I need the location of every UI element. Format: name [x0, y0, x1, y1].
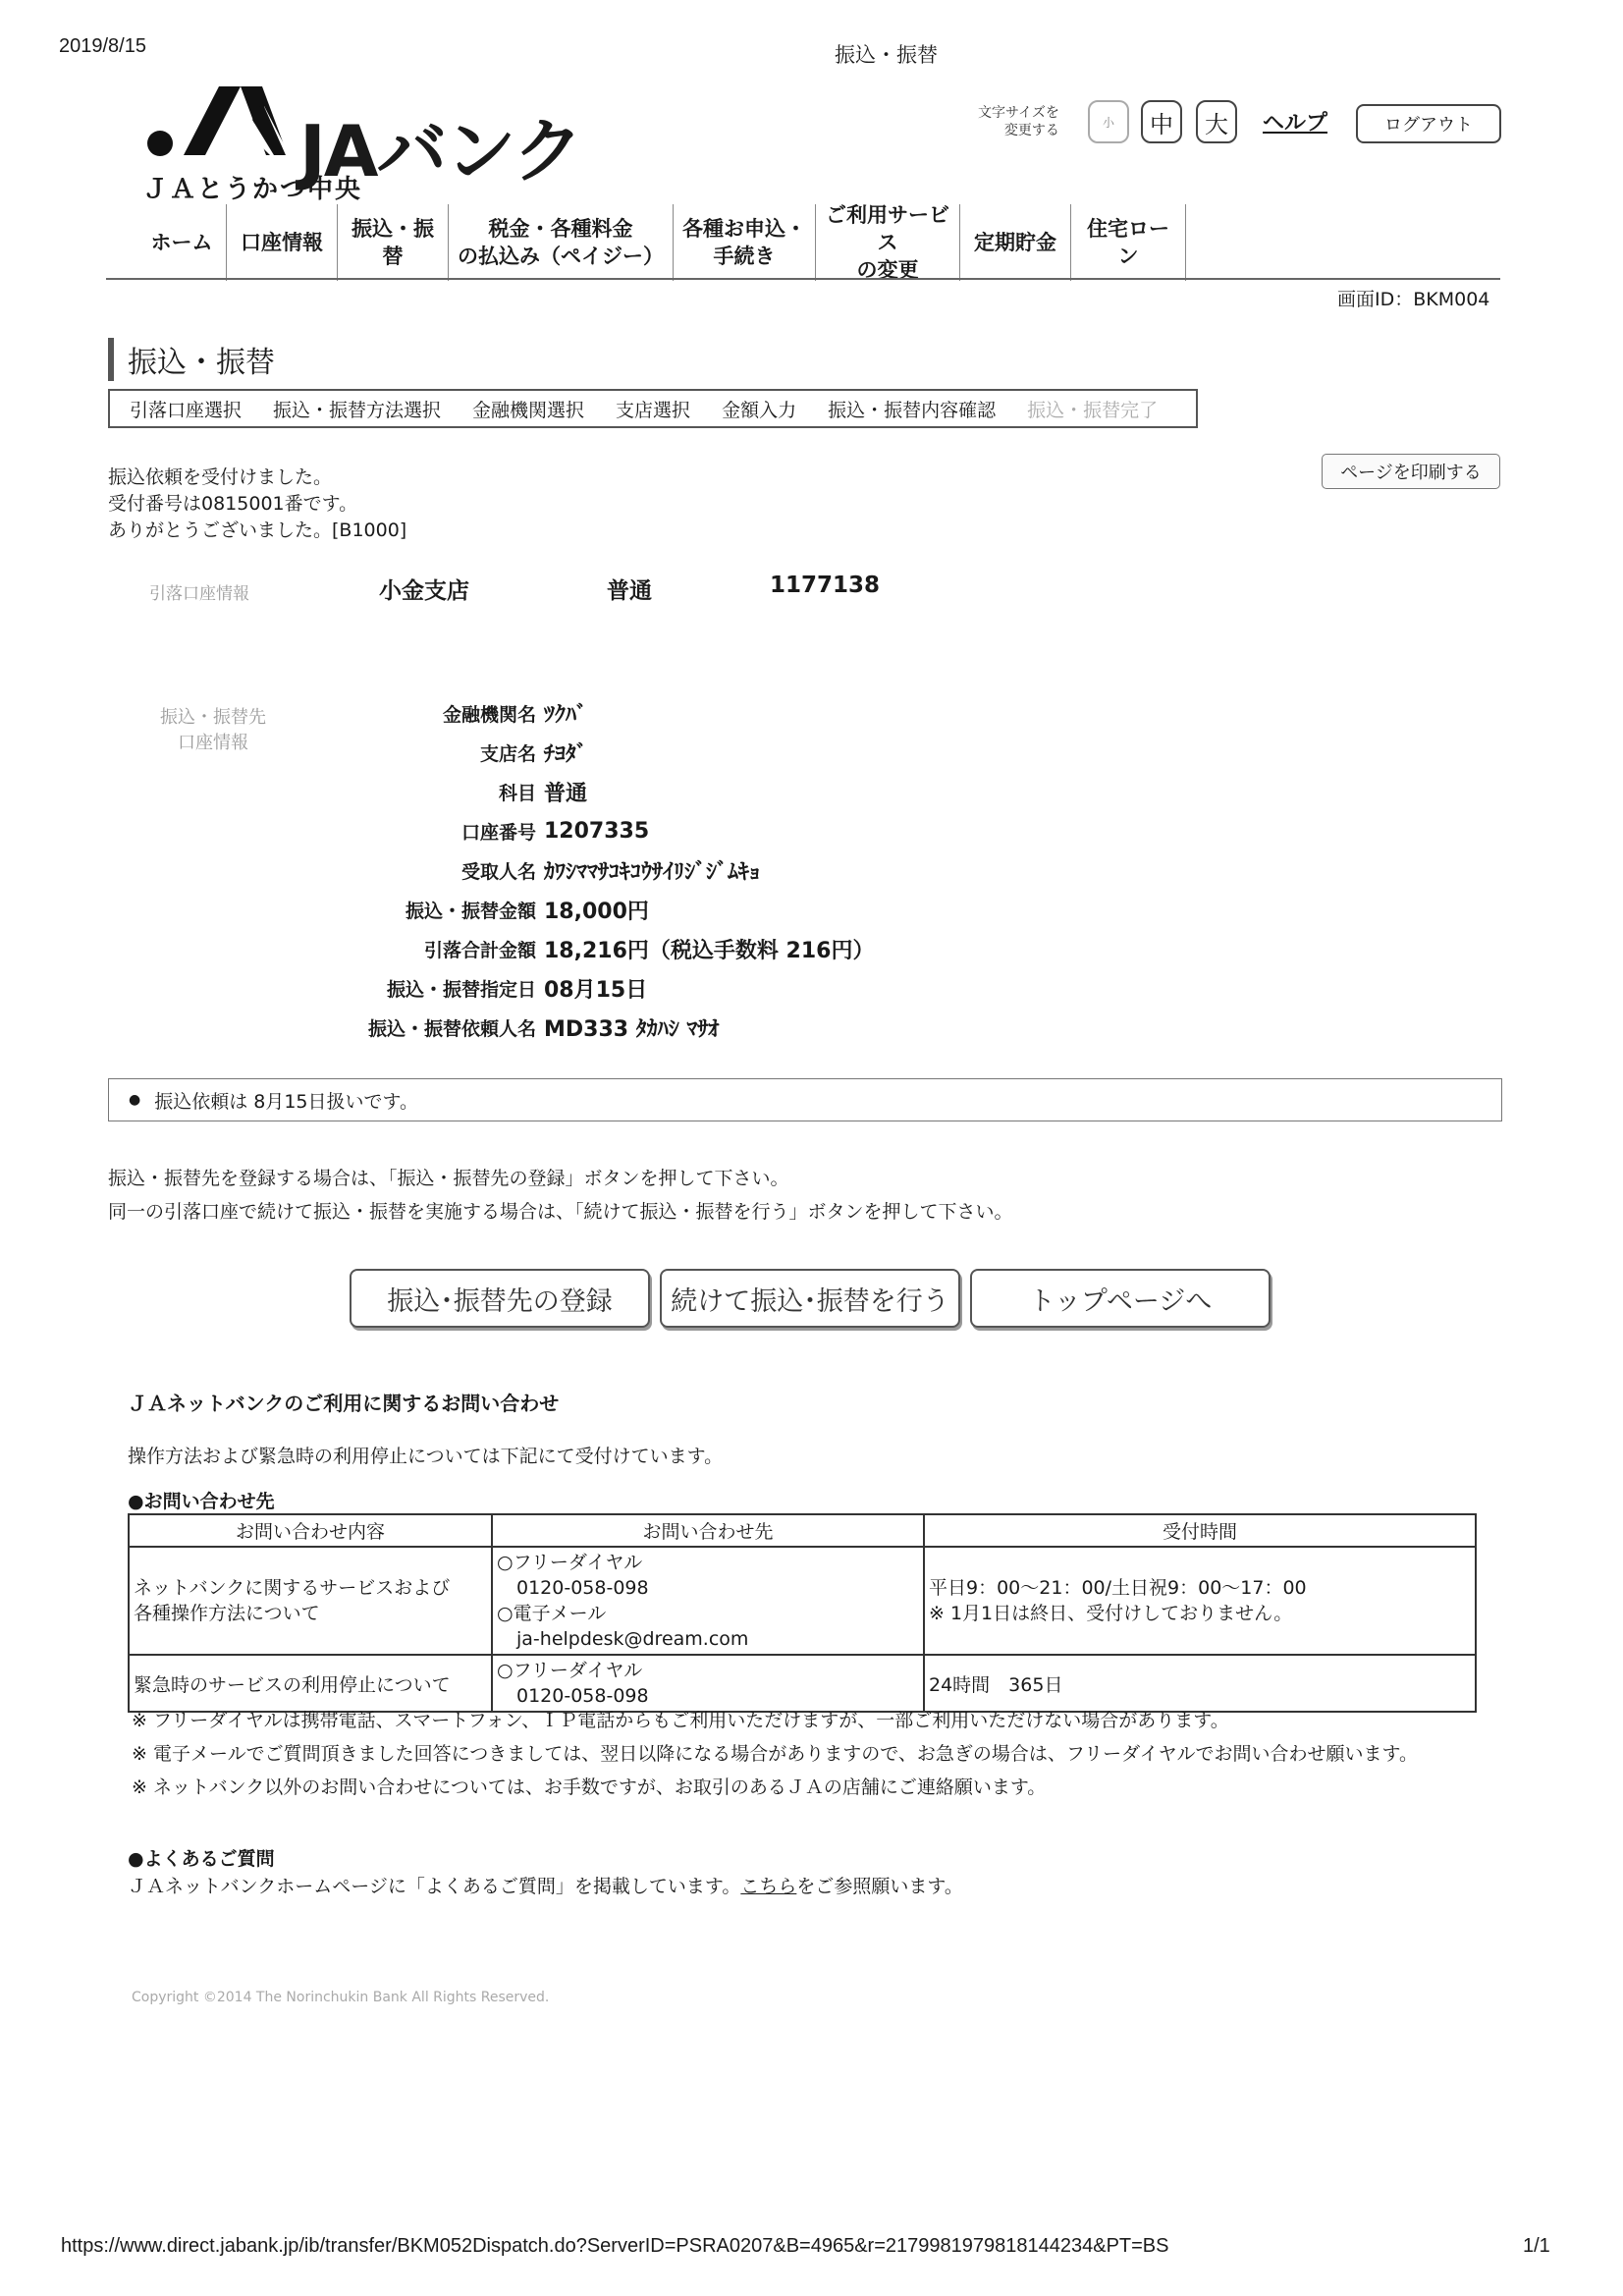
table-cell: 平日9：00～21：00/土日祝9：00～17：00 ※ 1月1日は終日、受付けしておりません。	[924, 1547, 1476, 1655]
detail-row: 科目 普通	[498, 781, 588, 806]
table-cell: ○フリーダイヤル 0120-058-098	[492, 1655, 924, 1712]
detail-row: 引落合計金額 18,216円（税込手数料 216円）	[423, 938, 875, 963]
detail-row: 振込・振替金額 18,000円	[405, 899, 649, 924]
logo-branch-name: ＪＡとうかつ中央	[142, 175, 363, 204]
global-nav	[137, 204, 1186, 281]
table-cell: 24時間 365日	[924, 1655, 1476, 1712]
nav-service-change[interactable]: ご利用サービス の変更	[816, 204, 960, 281]
source-branch: 小金支店	[379, 578, 469, 604]
top-page-button[interactable]: トップページへ	[970, 1269, 1271, 1328]
destination-account-label: 振込・振替先 口座情報	[160, 707, 266, 753]
contact-heading: ＪＡネットバンクのご利用に関するお問い合わせ	[128, 1392, 560, 1415]
help-link[interactable]: ヘルプ	[1263, 111, 1328, 136]
contact-table	[128, 1513, 1477, 1713]
transfer-details	[324, 693, 1208, 1047]
notes	[132, 1707, 1487, 1807]
step-item-current: 振込・振替完了	[1027, 399, 1159, 421]
table-row	[129, 1547, 1476, 1655]
step-item: 引落口座選択	[130, 399, 243, 421]
logo-text: JAバンク	[299, 110, 582, 192]
source-account-type: 普通	[607, 578, 652, 604]
nav-divider	[106, 278, 1500, 280]
font-size-medium-button[interactable]: 中	[1141, 100, 1182, 143]
detail-row: 金融機関名 ﾂｸﾊﾞ	[442, 702, 588, 728]
source-account-label: 引落口座情報	[149, 584, 249, 604]
table-row	[129, 1655, 1476, 1712]
step-item: 振込・振替方法選択	[273, 399, 442, 421]
bullet-icon: ●	[129, 1092, 141, 1108]
register-payee-button[interactable]: 振込･振替先の登録	[350, 1269, 650, 1328]
notice-box	[108, 1078, 1502, 1121]
action-buttons	[350, 1269, 1280, 1328]
font-size-small-button[interactable]: 小	[1088, 100, 1129, 143]
column-header: お問い合わせ先	[492, 1514, 924, 1547]
faq-heading: ●よくあるご質問	[128, 1848, 275, 1870]
column-header: 受付時間	[924, 1514, 1476, 1547]
section-title: 振込・振替	[108, 338, 275, 381]
source-account-number: 1177138	[770, 573, 881, 598]
step-item: 支店選択	[616, 399, 691, 421]
font-size-large-button[interactable]: 大	[1196, 100, 1237, 143]
table-header-row	[129, 1514, 1476, 1547]
note-item: ※ ネットバンク以外のお問い合わせについては、お手数ですが、お取引のあるＪＡの店舗にご連絡願います。	[132, 1777, 1047, 1798]
nav-account-info[interactable]: 口座情報	[227, 204, 338, 281]
detail-row: 支店名 ﾁﾖﾀﾞ	[479, 741, 588, 767]
contact-intro: 操作方法および緊急時の利用停止については下記にて受付けています。	[128, 1446, 724, 1467]
faq-text: ＪＡネットバンクホームページに「よくあるご質問」を掲載しています。こちらをご参照願います。	[128, 1876, 963, 1897]
table-cell: ○フリーダイヤル 0120-058-098 ○電子メール ja-helpdesk@dream.com	[492, 1547, 924, 1655]
email-link[interactable]: ja-helpdesk@dream.com	[516, 1628, 749, 1650]
step-item: 金融機関選択	[472, 399, 585, 421]
nav-payeasy[interactable]: 税金・各種料金 の払込み（ペイジー）	[449, 204, 674, 281]
note-item: ※ 電子メールでご質問頂きました回答につきましては、翌日以降になる場合がありますので、お急ぎの場合は、フリーダイヤルでお問い合わせ願います。	[132, 1743, 1418, 1765]
detail-row: 口座番号 1207335	[460, 818, 650, 844]
print-date: 2019/8/15	[59, 35, 146, 57]
contact-subheading: ●お問い合わせ先	[128, 1491, 275, 1512]
print-footer-url: https://www.direct.jabank.jp/ib/transfer/BKM052Dispatch.do?ServerID=PSRA0207&B=4965&r=2179981979818144234&PT=BS	[61, 2235, 1169, 2257]
nav-transfer[interactable]: 振込・振替	[338, 204, 449, 281]
nav-housing-loan[interactable]: 住宅ローン	[1071, 204, 1186, 281]
nav-home[interactable]: ホーム	[137, 204, 227, 281]
print-page-number: 1/1	[1523, 2235, 1550, 2257]
notice-text: 振込依頼は 8月15日扱いです。	[154, 1090, 419, 1113]
note-item: ※ フリーダイヤルは携帯電話、スマートフォン、ＩＰ電話からもご利用いただけますが、一部ご利用いただけない場合があります。	[132, 1710, 1229, 1731]
step-progress-bar	[108, 389, 1198, 428]
step-item: 金額入力	[722, 399, 797, 421]
table-cell: 緊急時のサービスの利用停止について	[129, 1655, 492, 1712]
step-item: 振込・振替内容確認	[828, 399, 997, 421]
continue-transfer-button[interactable]: 続けて振込･振替を行う	[660, 1269, 960, 1328]
completion-message: 振込依頼を受付けました。 受付番号は0815001番です。 ありがとうございました。[B1000]	[108, 466, 407, 541]
print-page-button[interactable]: ページを印刷する	[1322, 454, 1500, 489]
nav-time-deposit[interactable]: 定期貯金	[960, 204, 1071, 281]
print-page-title: 振込・振替	[835, 43, 938, 67]
instructions: 振込・振替先を登録する場合は、「振込・振替先の登録」ボタンを押して下さい。 同一の引落口座で続けて振込・振替を実施する場合は、「続けて振込・振替を行う」ボタンを押して下さい。	[108, 1168, 1013, 1223]
detail-row: 受取人名 ｶﾜｼﾏﾏｻｺｷｺｳｻｲﾘｼﾞｼﾞﾑｷｮ	[460, 859, 761, 885]
logout-button[interactable]: ログアウト	[1356, 104, 1501, 143]
faq-link[interactable]: こちら	[740, 1876, 797, 1897]
detail-row: 振込・振替指定日 08月15日	[386, 977, 648, 1003]
column-header: お問い合わせ内容	[129, 1514, 492, 1547]
detail-row: 振込・振替依頼人名 MD333 ﾀｶﾊｼ ﾏｻｵ	[367, 1016, 720, 1042]
copyright: Copyright ©2014 The Norinchukin Bank All Rights Reserved.	[132, 1990, 550, 2005]
table-cell: ネットバンクに関するサービスおよび 各種操作方法について	[129, 1547, 492, 1655]
font-size-label: 文字サイズを 変更する	[978, 105, 1059, 138]
screen-id: 画面ID：BKM004	[1337, 289, 1490, 310]
nav-applications[interactable]: 各種お申込・ 手続き	[674, 204, 816, 281]
